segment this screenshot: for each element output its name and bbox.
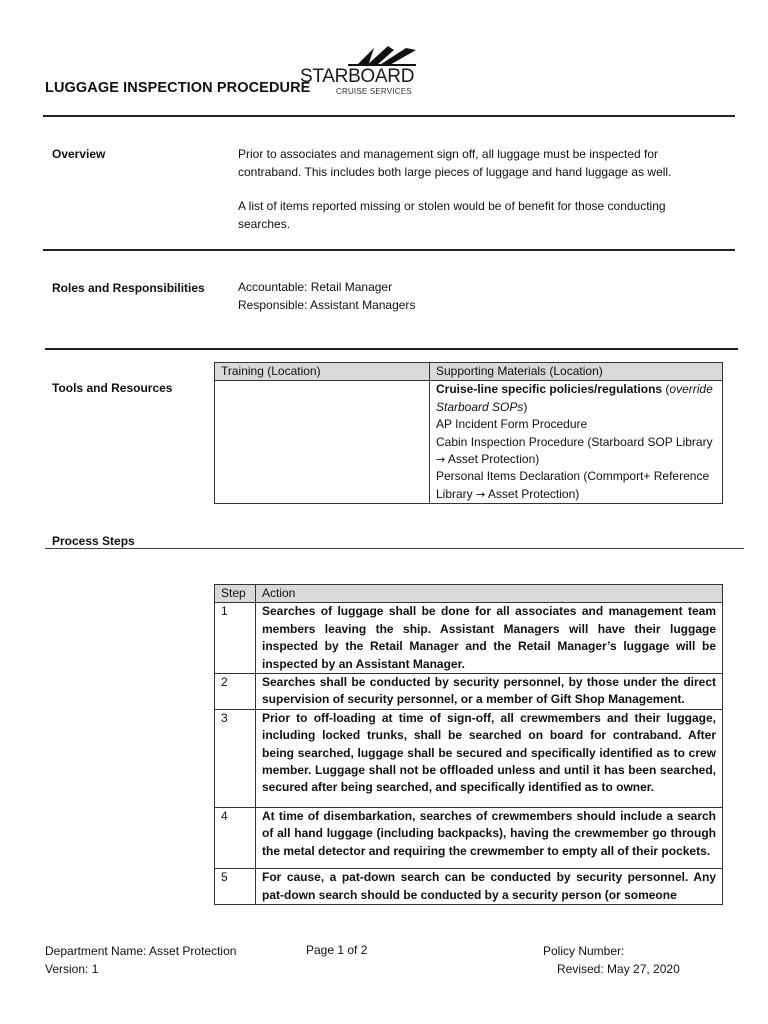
table-row [215, 603, 723, 674]
roles-text [238, 279, 415, 314]
logo-brand-text: STARBOARD [300, 66, 415, 87]
training-cell [215, 381, 430, 504]
material-paren: ) [523, 399, 528, 414]
step-action: For cause, a pat-down search can be conducted by security personnel. Any pat-down search should be conducted by a security person (or someone [256, 869, 723, 905]
department-name: Department Name: Asset Protection [45, 944, 237, 958]
roles-label: Roles and Responsibilities [52, 281, 205, 295]
overview-line: Prior to associates and management sign off, all luggage must be inspected for [238, 147, 659, 161]
overview-label: Overview [52, 147, 106, 161]
arrow-right-icon: → [436, 453, 446, 467]
material-paren: ( [662, 382, 670, 397]
table-row [215, 674, 723, 710]
table-row [215, 807, 723, 868]
document-title: LUGGAGE INSPECTION PROCEDURE [45, 80, 311, 96]
step-action: Searches shall be conducted by security personnel, by those under the direct supervision of security personnel, or a member of Gift Shop Management. [256, 674, 723, 710]
accountable-text: Accountable: Retail Manager [238, 280, 393, 294]
table-row [215, 869, 723, 905]
sail-logo-icon [348, 44, 418, 68]
overview-line: A list of items reported missing or stolen would be of benefit for those conducting [238, 199, 666, 213]
steps-table [214, 584, 723, 905]
step-action: Prior to off-loading at time of sign-off, all crewmembers and their luggage, including locked trunks, shall be searched on board for contraband. After being searched, luggage shall be secured and specifically identified as to crew member. Luggage shall not be offloaded unless and until it has been searched, secured after being searched, and specifically identified as to owner. [256, 709, 723, 807]
step-number: 4 [215, 807, 256, 868]
step-action: At time of disembarkation, searches of crewmembers should include a search of all hand luggage (including backpacks), having the crewmember go through the metal detector and requiring the crewmember to empty all of their pockets. [256, 807, 723, 868]
material-item [436, 381, 716, 416]
tools-table [214, 362, 723, 504]
footer-right [543, 943, 680, 978]
action-column-header: Action [256, 585, 723, 603]
material-text: Cabin Inspection Procedure (Starboard SOP Library [436, 434, 713, 449]
step-action: Searches of luggage shall be done for all associates and management team members leaving the ship. Assistant Managers will have their luggage inspected by the Retail Manager and the Retail Manager’s luggage will be inspected by an Assistant Manager. [256, 603, 723, 674]
step-number: 3 [215, 709, 256, 807]
logo-subtitle-text: CRUISE SERVICES [336, 87, 412, 96]
version-text: Version: 1 [45, 961, 99, 976]
step-number: 1 [215, 603, 256, 674]
material-item [436, 434, 716, 469]
material-item [436, 468, 716, 503]
overview-line: searches. [238, 216, 291, 231]
material-item: AP Incident Form Procedure [436, 417, 588, 432]
material-text: Personal Items Declaration (Commport+ Reference Library [436, 469, 710, 501]
step-number: 2 [215, 674, 256, 710]
page-number: Page 1 of 2 [306, 943, 368, 957]
material-text: Asset Protection) [445, 452, 540, 467]
tools-label: Tools and Resources [52, 381, 173, 395]
materials-column-header: Supporting Materials (Location) [430, 363, 723, 381]
process-steps-label: Process Steps [52, 534, 135, 548]
training-column-header: Training (Location) [215, 363, 430, 381]
step-column-header: Step [215, 585, 256, 603]
policy-number: Policy Number: [543, 944, 625, 958]
arrow-right-icon: → [476, 487, 486, 501]
header-divider [43, 115, 735, 117]
material-italic-text: override Starboard SOPs [436, 382, 713, 414]
overview-text [238, 146, 718, 233]
materials-cell [430, 381, 723, 504]
roles-divider [45, 348, 738, 350]
responsible-text: Responsible: Assistant Managers [238, 297, 416, 312]
overview-line: contraband. This includes both large pieces of luggage and hand luggage as well. [238, 164, 672, 179]
steps-table-clip [214, 584, 723, 916]
starboard-logo [300, 44, 418, 100]
material-text: Asset Protection) [485, 486, 580, 501]
overview-divider [43, 249, 735, 251]
material-bold-text: Cruise-line specific policies/regulations [436, 382, 663, 397]
footer-left [45, 943, 236, 978]
table-row [215, 709, 723, 807]
revised-date: Revised: May 27, 2020 [557, 961, 680, 976]
process-divider [45, 548, 744, 549]
step-number: 5 [215, 869, 256, 905]
